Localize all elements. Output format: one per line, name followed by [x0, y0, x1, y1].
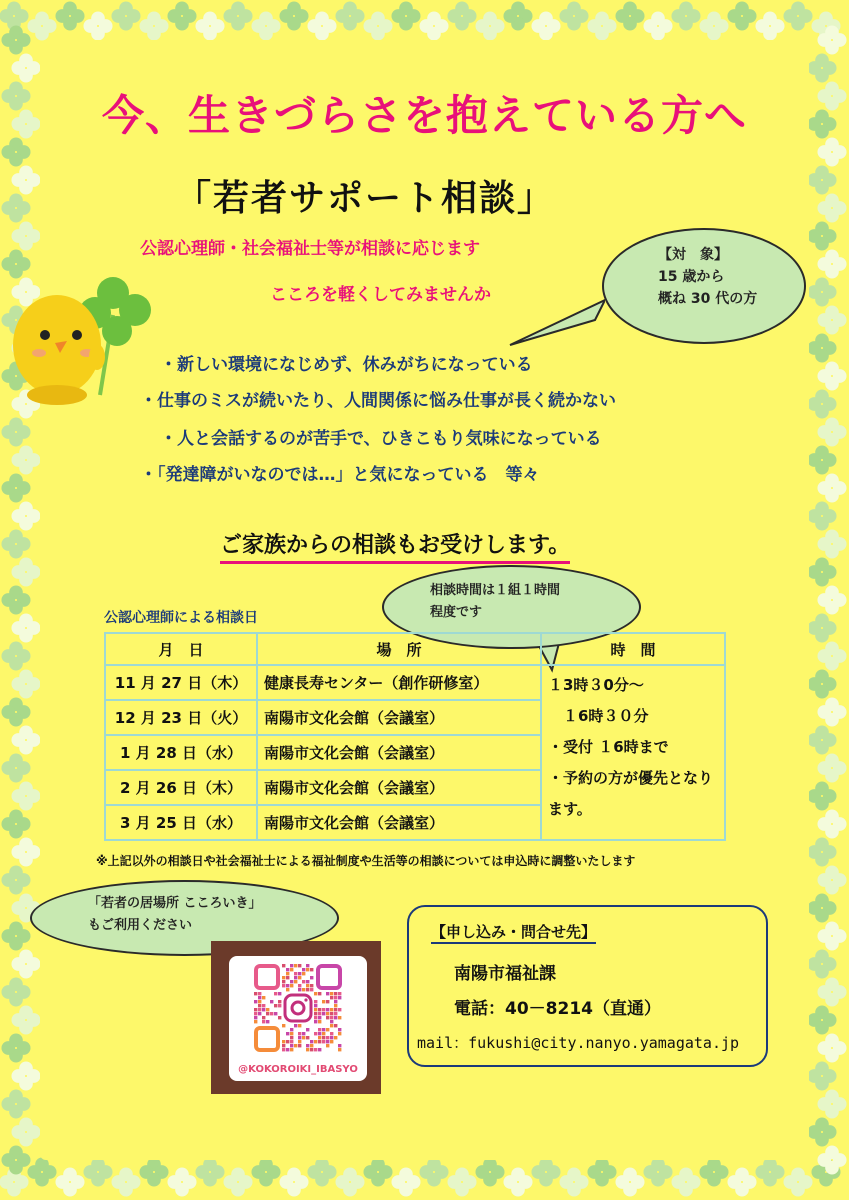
target-age-end: 概ね 30 代の方 — [658, 291, 758, 307]
time-line: １6時３０分 — [548, 707, 649, 725]
qr-code-icon — [254, 964, 342, 1052]
page-title: 「若者サポート相談」 — [175, 178, 556, 219]
header-time: 時 間 — [541, 633, 725, 665]
family-consult-line: ご家族からの相談もお受けします。 — [220, 528, 570, 564]
row-date: 2 月 26 日（木） — [105, 770, 257, 805]
bullet-2: ・仕事のミスが続いたり、人間関係に悩み仕事が長く続かない — [140, 391, 616, 411]
target-bubble-tail — [505, 290, 605, 350]
row-date: 3 月 25 日（水） — [105, 805, 257, 840]
time-bubble-line2: 程度です — [430, 605, 483, 620]
target-age-start: 15 歳から — [658, 269, 725, 285]
ibasho-bubble-text — [88, 893, 262, 937]
time-line: １3時３0分～ — [548, 676, 644, 694]
table-row — [105, 665, 725, 700]
bullet-4: ・「発達障がいなのでは…」と気になっている 等々 — [140, 465, 540, 485]
adjustment-note: ※上記以外の相談日や社会福祉士による福祉制度や生活等の相談については申込時に調整いたします — [96, 854, 636, 868]
header-date: 月 日 — [105, 633, 257, 665]
headline: 今、生きづらさを抱えている方へ — [101, 91, 747, 140]
table-caption: 公認心理師による相談日 — [104, 610, 258, 626]
row-place: 南陽市文化会館（会議室） — [257, 700, 541, 735]
time-bubble-text — [430, 580, 560, 624]
row-date: 1 月 28 日（水） — [105, 735, 257, 770]
time-line: ・予約の方が優先となり — [548, 769, 714, 787]
contact-phone[interactable]: 電話：40－8214（直通） — [454, 999, 661, 1019]
contact-mail[interactable]: mail：fukushi@city.nanyo.yamagata.jp — [417, 1034, 740, 1052]
time-cell — [541, 665, 725, 840]
time-line: ・受付 １6時まで — [548, 738, 669, 756]
header-place: 場 所 — [257, 633, 541, 665]
contact-title: 【申し込み・問合せ先】 — [431, 921, 596, 944]
row-place: 南陽市文化会館（会議室） — [257, 770, 541, 805]
subtitle-invite: こころを軽くしてみませんか — [270, 285, 491, 305]
target-label: 【対 象】 — [658, 247, 728, 263]
row-date: 12 月 23 日（火） — [105, 700, 257, 735]
target-bubble-text — [658, 244, 757, 310]
time-line: ます。 — [548, 800, 592, 818]
chick-illustration — [5, 245, 155, 415]
qr-code-panel[interactable] — [211, 941, 381, 1094]
row-place: 南陽市文化会館（会議室） — [257, 805, 541, 840]
qr-handle: @KOKOROIKI_IBASYO — [238, 1064, 358, 1075]
ibasho-name: 「若者の居場所 こころいき」 — [88, 896, 262, 911]
table-header-row — [105, 633, 725, 665]
ibasho-invite: もご利用ください — [88, 918, 193, 933]
schedule-table — [104, 632, 726, 841]
bullet-1: ・新しい環境になじめず、休みがちになっている — [160, 355, 533, 375]
subtitle-staff: 公認心理師・社会福祉士等が相談に応じます — [140, 239, 480, 259]
time-bubble-line1: 相談時間は１組１時間 — [430, 583, 561, 598]
row-date: 11 月 27 日（木） — [105, 665, 257, 700]
contact-dept: 南陽市福祉課 — [454, 964, 556, 984]
bullet-3: ・人と会話するのが苦手で、ひきこもり気味になっている — [160, 429, 602, 449]
row-place: 健康長寿センター（創作研修室） — [257, 665, 541, 700]
row-place: 南陽市文化会館（会議室） — [257, 735, 541, 770]
qr-card — [229, 956, 367, 1081]
contact-box — [407, 905, 768, 1067]
